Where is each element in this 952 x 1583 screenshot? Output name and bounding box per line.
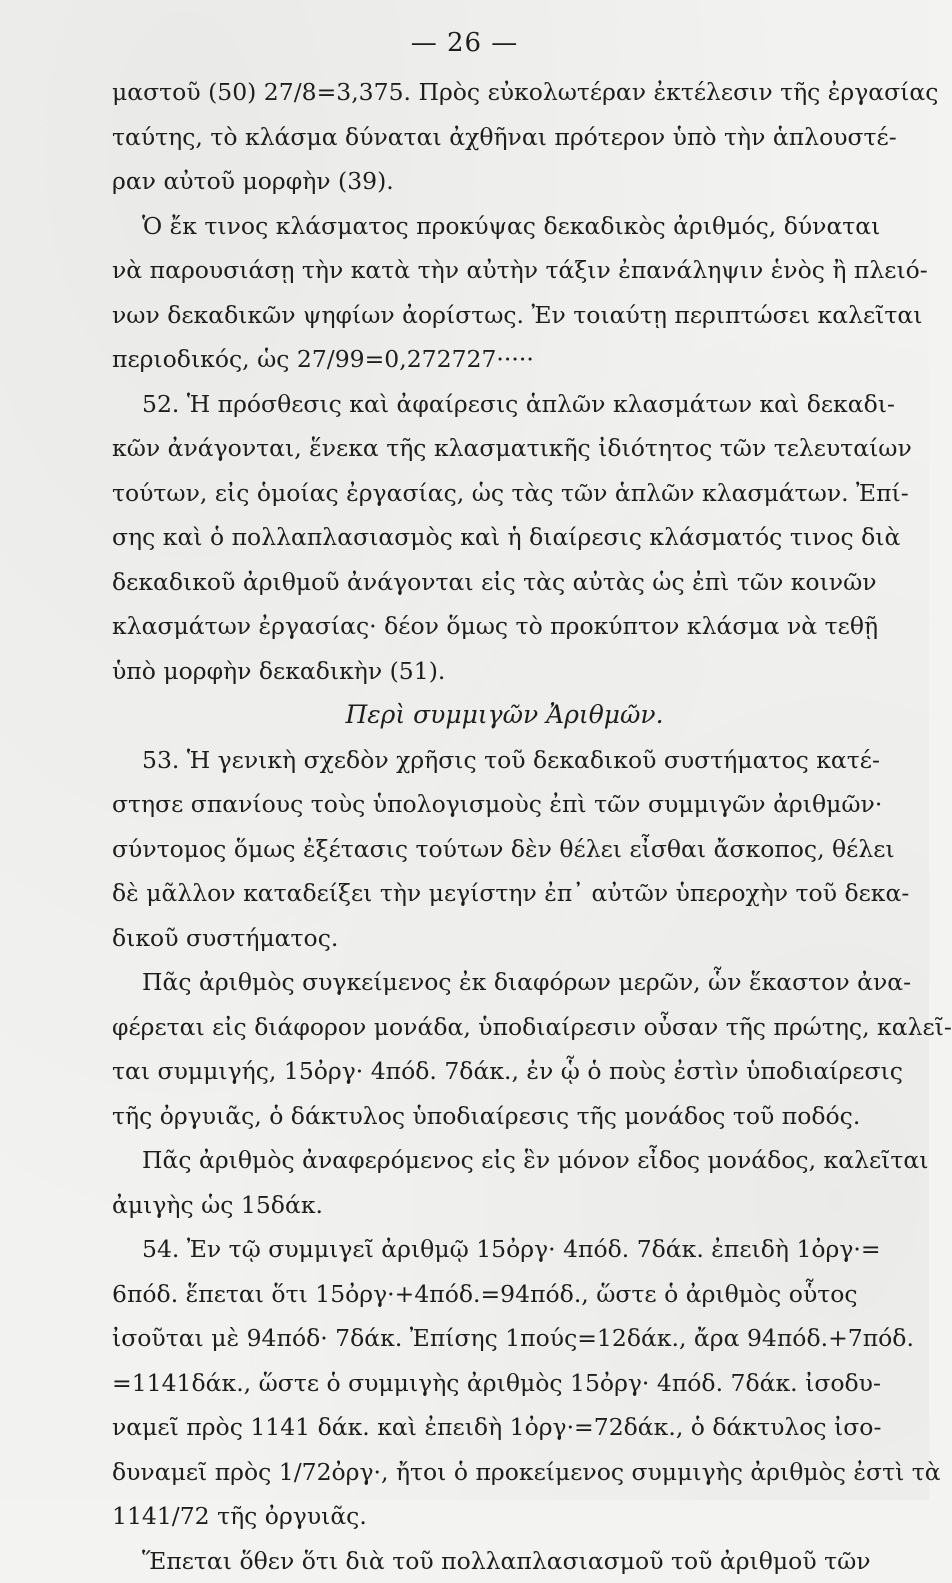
text-line: τῆς ὀργυιᾶς, ὁ δάκτυλος ὑποδιαίρεσις τῆς μονάδος τοῦ ποδός. — [112, 1094, 857, 1139]
text-line: κλασμάτων ἐργασίας· δέον ὅμως τὸ προκύπτον κλάσμα νὰ τεθῇ — [112, 604, 857, 649]
page-body — [112, 70, 857, 1583]
text-line: νὰ παρουσιάσῃ τὴν κατὰ τὴν αὐτὴν τάξιν ἐπανάληψιν ἑνὸς ἢ πλειό- — [112, 248, 857, 293]
text-line: ραν αὐτοῦ μορφὴν (39). — [112, 159, 857, 204]
text-line: στησε σπανίους τοὺς ὑπολογισμοὺς ἐπὶ τῶν συμμιγῶν ἀριθμῶν· — [112, 782, 857, 827]
text-line: κῶν ἀνάγονται, ἕνεκα τῆς κλασματικῆς ἰδιότητος τῶν τελευταίων — [112, 426, 857, 471]
text-line: σης καὶ ὁ πολλαπλασιασμὸς καὶ ἡ διαίρεσις κλάσματός τινος διὰ — [112, 515, 857, 560]
text-line: μαστοῦ (50) 27/8=3,375. Πρὸς εὐκολωτέραν ἐκτέλεσιν τῆς ἐργασίας — [112, 70, 857, 115]
text-line: ναμεῖ πρὸς 1141 δάκ. καὶ ἐπειδὴ 1ὀργ·=72δάκ., ὁ δάκτυλος ἰσο- — [112, 1405, 857, 1450]
section-53-start: 53. Ἡ γενικὴ σχεδὸν χρῆσις τοῦ δεκαδικοῦ συστήματος κατέ- — [112, 738, 857, 783]
section-52-start: 52. Ἡ πρόσθεσις καὶ ἀφαίρεσις ἁπλῶν κλασμάτων καὶ δεκαδι- — [112, 382, 857, 427]
text-line: Ἕπεται ὅθεν ὅτι διὰ τοῦ πολλαπλασιασμοῦ τοῦ ἀριθμοῦ τῶν — [112, 1539, 857, 1583]
text-line: σύντομος ὅμως ἐξέτασις τούτων δὲν θέλει εἶσθαι ἄσκοπος, θέλει — [112, 827, 857, 872]
text-line: περιοδικός, ὡς 27/99=0,272727····· — [112, 337, 857, 382]
section-54-start: 54. Ἐν τῷ συμμιγεῖ ἀριθμῷ 15ὀργ· 4πόδ. 7δάκ. ἐπειδὴ 1ὀργ·= — [112, 1227, 857, 1272]
text-line: δυναμεῖ πρὸς 1/72ὀργ·, ἤτοι ὁ προκείμενος συμμιγὴς ἀριθμὸς ἐστὶ τὰ — [112, 1450, 857, 1495]
text-line: Ὁ ἔκ τινος κλάσματος προκύψας δεκαδικὸς ἀριθμός, δύναται — [112, 204, 857, 249]
text-line: ἀμιγὴς ὡς 15δάκ. — [112, 1183, 857, 1228]
text-line: 6πόδ. ἕπεται ὅτι 15ὀργ·+4πόδ.=94πόδ., ὥστε ὁ ἀριθμὸς οὗτος — [112, 1272, 857, 1317]
text-line: 1141/72 τῆς ὀργυιᾶς. — [112, 1494, 857, 1539]
text-line: ἰσοῦται μὲ 94πόδ· 7δάκ. Ἐπίσης 1πούς=12δάκ., ἄρα 94πόδ.+7πόδ. — [112, 1316, 857, 1361]
text-line: φέρεται εἰς διάφορον μονάδα, ὑποδιαίρεσιν οὖσαν τῆς πρώτης, καλεῖ- — [112, 1005, 857, 1050]
text-line: =1141δάκ., ὥστε ὁ συμμιγὴς ἀριθμὸς 15ὀργ· 4πόδ. 7δάκ. ἰσοδυ- — [112, 1361, 857, 1406]
text-line: ὑπὸ μορφὴν δεκαδικὴν (51). — [112, 649, 857, 694]
text-line: ταύτης, τὸ κλάσμα δύναται ἀχθῆναι πρότερον ὑπὸ τὴν ἁπλουστέ- — [112, 115, 857, 160]
page-number: — 26 — — [0, 28, 929, 58]
text-line: δὲ μᾶλλον καταδείξει τὴν μεγίστην ἐπ᾽ αὐτῶν ὑπεροχὴν τοῦ δεκα- — [112, 871, 857, 916]
text-line: νων δεκαδικῶν ψηφίων ἀορίστως. Ἐν τοιαύτῃ περιπτώσει καλεῖται — [112, 293, 857, 338]
text-line: Πᾶς ἀριθμὸς ἀναφερόμενος εἰς ἓν μόνον εἶδος μονάδος, καλεῖται — [112, 1138, 857, 1183]
text-line: δεκαδικοῦ ἀριθμοῦ ἀνάγονται εἰς τὰς αὐτὰς ὡς ἐπὶ τῶν κοινῶν — [112, 560, 857, 605]
text-line: ται συμμιγής, 15ὀργ· 4πόδ. 7δάκ., ἐν ᾧ ὁ ποὺς ἐστὶν ὑποδιαίρεσις — [112, 1049, 857, 1094]
text-line: Πᾶς ἀριθμὸς συγκείμενος ἐκ διαφόρων μερῶν, ὧν ἕκαστον ἀνα- — [112, 960, 857, 1005]
text-line: δικοῦ συστήματος. — [112, 916, 857, 961]
section-heading: Περὶ συμμιγῶν Ἀριθμῶν. — [112, 693, 857, 738]
text-line: τούτων, εἰς ὁμοίας ἐργασίας, ὡς τὰς τῶν ἁπλῶν κλασμάτων. Ἐπί- — [112, 471, 857, 516]
